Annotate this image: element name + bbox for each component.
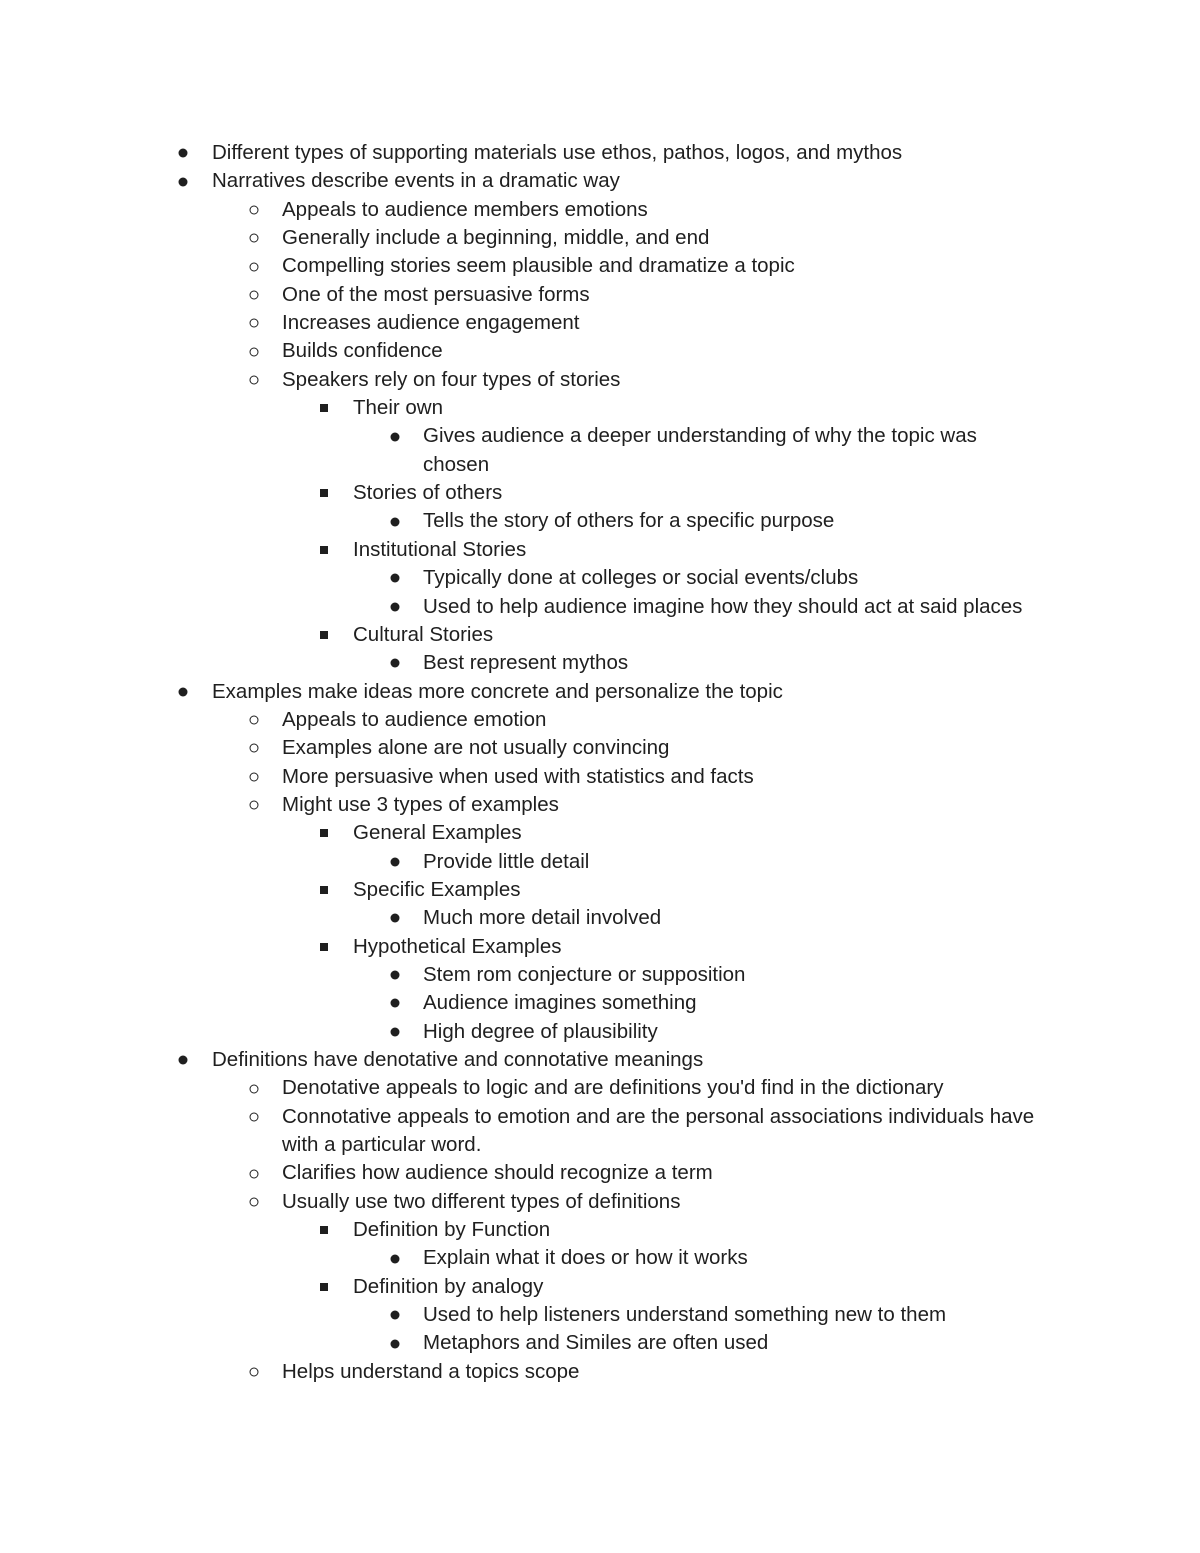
list-item-text: Clarifies how audience should recognize a term [282, 1161, 713, 1185]
disc-bullet-icon [385, 564, 405, 592]
list-item-text: One of the most persuasive forms [282, 282, 590, 306]
disc-bullet-icon [385, 507, 405, 535]
list-item [0, 649, 1200, 677]
list-item-text: Generally include a beginning, middle, and end [282, 226, 710, 250]
notes-document [0, 139, 1200, 1386]
disc-bullet-icon [385, 649, 405, 677]
disc-bullet-icon [385, 1244, 405, 1272]
list-item [0, 394, 1200, 422]
circle-bullet-icon [244, 1358, 264, 1386]
square-bullet-icon [314, 876, 334, 904]
circle-bullet-icon [244, 1159, 264, 1187]
circle-bullet-icon [244, 1074, 264, 1102]
disc-bullet-icon [385, 593, 405, 621]
list-item [0, 139, 1200, 167]
list-item-text: Metaphors and Similes are often used [423, 1331, 769, 1355]
circle-bullet-icon [244, 337, 264, 365]
circle-bullet-icon [244, 252, 264, 280]
list-item [0, 309, 1200, 337]
square-bullet-icon [314, 479, 334, 507]
list-item-text: Gives audience a deeper understanding of why the topic was chosen [423, 424, 977, 476]
disc-bullet-icon [385, 1301, 405, 1329]
list-item-text: Different types of supporting materials use ethos, pathos, logos, and mythos [212, 141, 903, 164]
list-item [0, 933, 1200, 961]
circle-bullet-icon [244, 309, 264, 337]
list-item [0, 876, 1200, 904]
list-item-text: Denotative appeals to logic and are definitions you'd find in the dictionary [282, 1076, 944, 1100]
list-item [0, 961, 1200, 989]
circle-bullet-icon [244, 224, 264, 252]
list-item [0, 1159, 1200, 1187]
list-item [0, 1358, 1200, 1386]
list-item [0, 507, 1200, 535]
disc-bullet-icon [385, 989, 405, 1017]
list-item [0, 621, 1200, 649]
list-item-text: Institutional Stories [353, 537, 527, 561]
list-item-text: Used to help listeners understand something new to them [423, 1303, 947, 1327]
list-item-text: Increases audience engagement [282, 311, 580, 335]
list-item-text: Usually use two different types of definitions [282, 1189, 681, 1213]
list-item [0, 1074, 1200, 1102]
list-item-text: Audience imagines something [423, 991, 697, 1015]
list-item-text: Best represent mythos [423, 651, 629, 675]
list-item [0, 536, 1200, 564]
disc-bullet-icon [385, 1329, 405, 1357]
list-item [0, 763, 1200, 791]
square-bullet-icon [314, 819, 334, 847]
list-item-text: Cultural Stories [353, 622, 494, 646]
square-bullet-icon [314, 1216, 334, 1244]
disc-bullet-icon [173, 1046, 193, 1074]
list-item-text: High degree of plausibility [423, 1019, 658, 1043]
list-item [0, 479, 1200, 507]
list-item [0, 337, 1200, 365]
list-item [0, 1273, 1200, 1301]
list-item [0, 791, 1200, 819]
circle-bullet-icon [244, 791, 264, 819]
disc-bullet-icon [385, 961, 405, 989]
disc-bullet-icon [385, 848, 405, 876]
list-item [0, 593, 1200, 621]
list-item-text: Helps understand a topics scope [282, 1359, 580, 1383]
list-item [0, 706, 1200, 734]
list-item [0, 564, 1200, 592]
list-item [0, 167, 1200, 195]
list-item [0, 1046, 1200, 1074]
disc-bullet-icon [385, 1018, 405, 1046]
list-item-text: Appeals to audience emotion [282, 707, 547, 731]
list-item-text: Examples make ideas more concrete and personalize the topic [212, 679, 783, 703]
list-item-text: Explain what it does or how it works [423, 1246, 748, 1270]
list-item-text: Narratives describe events in a dramatic way [212, 169, 620, 193]
list-item-text: Compelling stories seem plausible and dramatize a topic [282, 254, 795, 278]
list-item-text: Definition by analogy [353, 1274, 544, 1298]
list-item-text: Hypothetical Examples [353, 934, 562, 958]
list-item-text: Might use 3 types of examples [282, 792, 559, 816]
list-item-text: Specific Examples [353, 877, 521, 901]
square-bullet-icon [314, 536, 334, 564]
list-item-text: Much more detail involved [423, 906, 662, 930]
list-item-text: Definition by Function [353, 1218, 551, 1242]
list-item-text: Stories of others [353, 481, 503, 505]
list-item-text: Builds confidence [282, 339, 443, 363]
list-item [0, 196, 1200, 224]
list-item [0, 1216, 1200, 1244]
list-item [0, 1329, 1200, 1357]
list-item-text: Provide little detail [423, 849, 590, 873]
list-item [0, 1103, 1200, 1160]
circle-bullet-icon [244, 281, 264, 309]
list-item-text: Definitions have denotative and connotative meanings [212, 1048, 704, 1071]
disc-bullet-icon [173, 167, 193, 195]
list-item-text: Connotative appeals to emotion and are the personal associations individuals have with a particular word. [282, 1104, 1035, 1157]
square-bullet-icon [314, 394, 334, 422]
square-bullet-icon [314, 933, 334, 961]
circle-bullet-icon [244, 734, 264, 762]
list-item [0, 678, 1200, 706]
list-item [0, 1188, 1200, 1216]
disc-bullet-icon [173, 139, 193, 167]
list-item-text: Used to help audience imagine how they should act at said places [423, 594, 1023, 618]
square-bullet-icon [314, 1273, 334, 1301]
list-item-text: Tells the story of others for a specific purpose [423, 509, 835, 533]
list-item [0, 366, 1200, 394]
list-item-text: Typically done at colleges or social events/clubs [423, 566, 859, 590]
circle-bullet-icon [244, 1103, 264, 1131]
disc-bullet-icon [385, 904, 405, 932]
list-item [0, 904, 1200, 932]
disc-bullet-icon [173, 678, 193, 706]
list-item-text: Appeals to audience members emotions [282, 197, 648, 221]
circle-bullet-icon [244, 763, 264, 791]
list-item-text: General Examples [353, 821, 522, 845]
list-item [0, 819, 1200, 847]
list-item [0, 1244, 1200, 1272]
list-item [0, 1018, 1200, 1046]
list-item [0, 734, 1200, 762]
square-bullet-icon [314, 621, 334, 649]
list-item-text: Speakers rely on four types of stories [282, 367, 621, 391]
list-item-text: Examples alone are not usually convincing [282, 736, 670, 760]
circle-bullet-icon [244, 196, 264, 224]
list-item [0, 1301, 1200, 1329]
list-item-text: Their own [353, 396, 444, 420]
list-item-text: More persuasive when used with statistics and facts [282, 764, 754, 788]
circle-bullet-icon [244, 366, 264, 394]
list-item [0, 848, 1200, 876]
list-item [0, 422, 1200, 479]
list-item [0, 224, 1200, 252]
list-item-text: Stem rom conjecture or supposition [423, 962, 746, 986]
disc-bullet-icon [385, 422, 405, 450]
list-item [0, 252, 1200, 280]
list-item [0, 989, 1200, 1017]
list-item [0, 281, 1200, 309]
circle-bullet-icon [244, 1188, 264, 1216]
circle-bullet-icon [244, 706, 264, 734]
